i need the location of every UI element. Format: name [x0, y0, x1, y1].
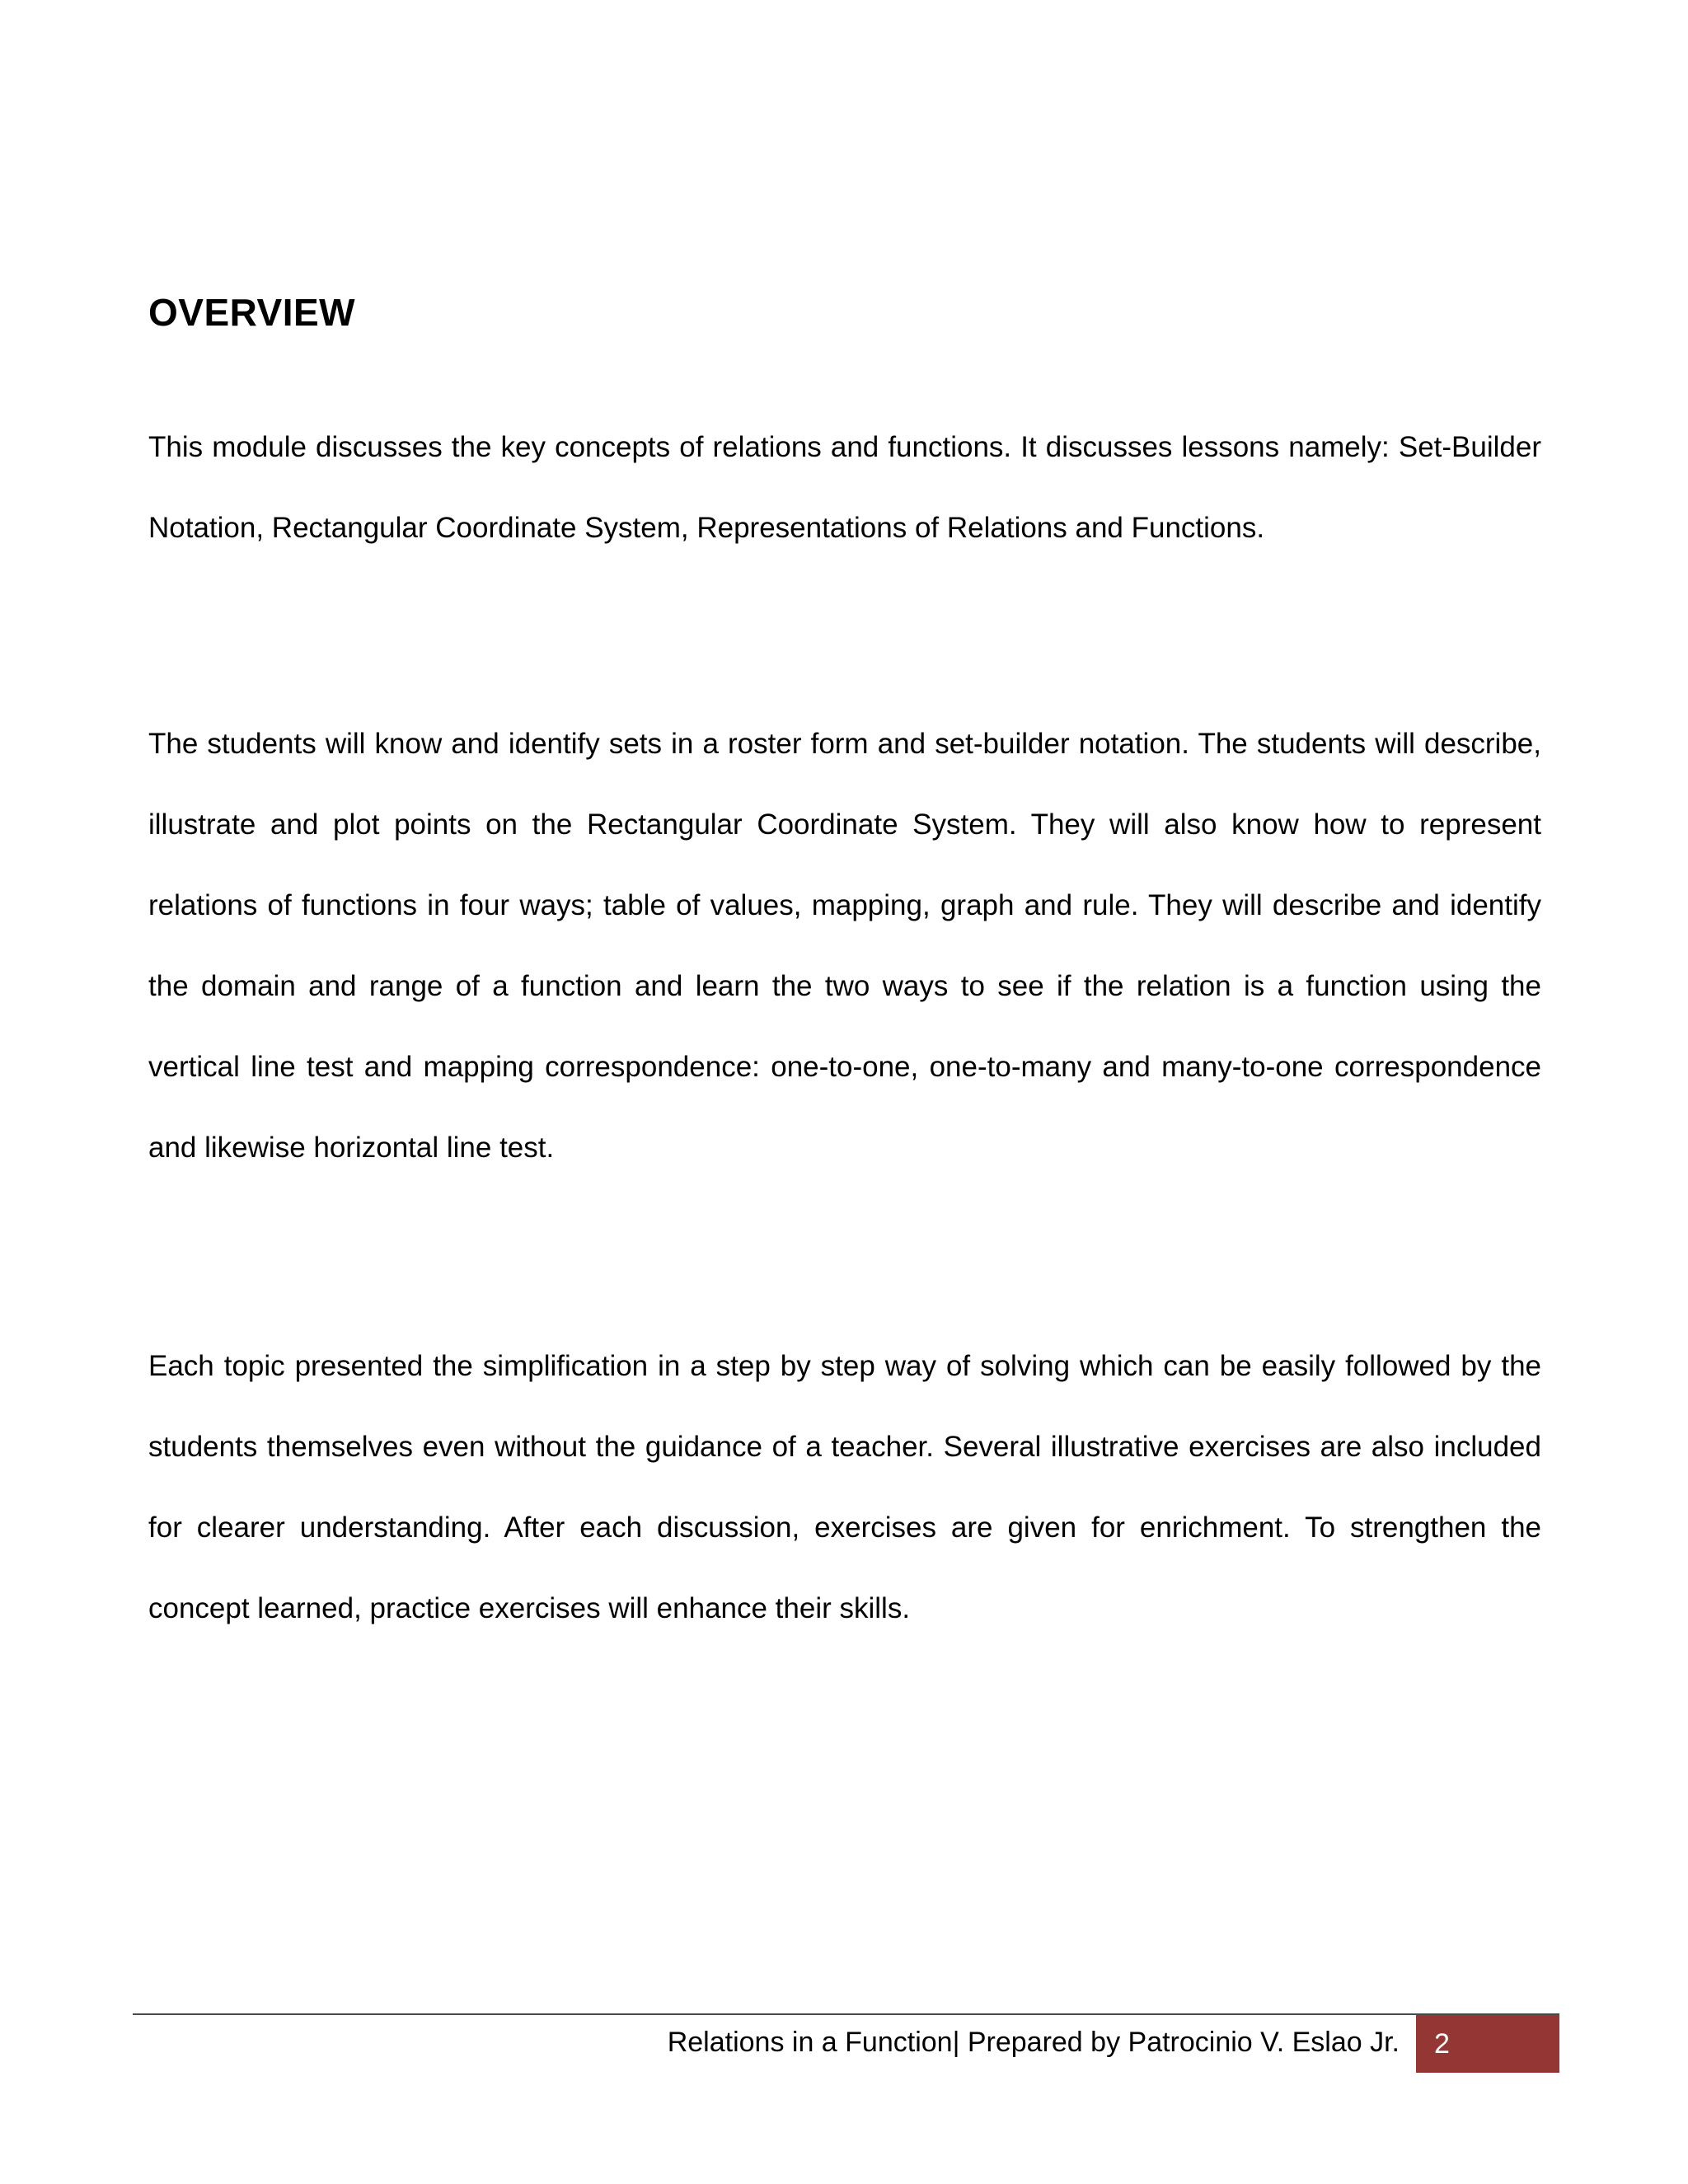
footer-text: Relations in a Function| Prepared by Patrocinio V. Eslao Jr. [667, 2027, 1400, 2058]
paragraph-2: The students will know and identify sets in a roster form and set-builder notation. The students will describe, illustrate and plot points on the Rectangular Coordinate System. They will also know how to represent relations of functions in four ways; table of values, mapping, graph and rule. They will describe and identify the domain and range of a function and learn the two ways to see if the relation is a function using the vertical line test and mapping correspondence: one-to-one, one-to-many and many-to-one correspondence and likewise horizontal line test. [148, 728, 1541, 1164]
page-title: OVERVIEW [148, 291, 356, 334]
paragraph-1: This module discusses the key concepts of relations and functions. It discusses lessons namely: Set-Builder Notation, Rectangular Coordinate System, Representations of Relations and Functions. [148, 431, 1541, 544]
paragraph-3: Each topic presented the simplification in a step by step way of solving which can be easily followed by the students themselves even without the guidance of a teacher. Several illustrative exercises are also included for clearer understanding. After each discussion, exercises are given for enrichment. To strengthen the concept learned, practice exercises will enhance their skills. [148, 1350, 1541, 1624]
footer-divider [133, 2013, 1559, 2015]
page-number-badge: 2 [1416, 2015, 1559, 2073]
